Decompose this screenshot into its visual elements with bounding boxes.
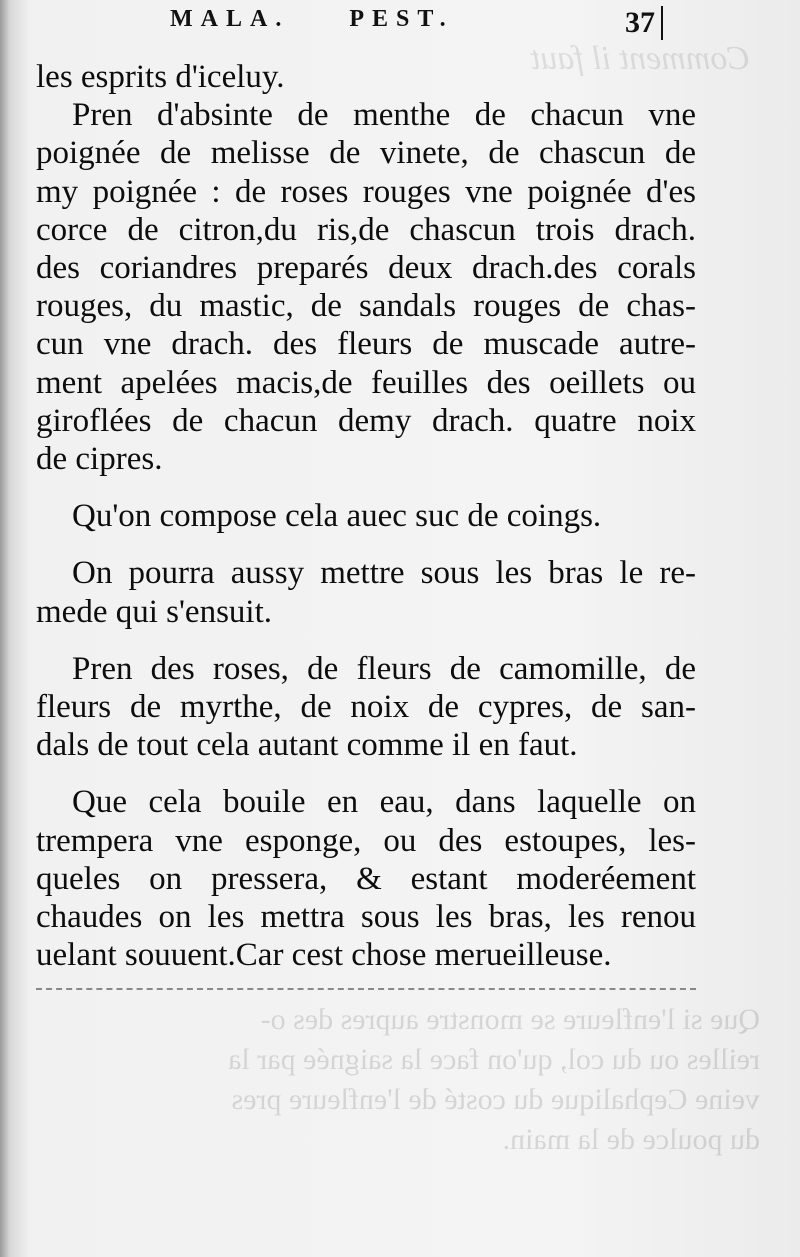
show-through-line: veine Cephalique du costé de l'enfleure pres [231,1083,760,1116]
text-line: ment apelées macis,de feuilles des oeillets ou [36,364,696,401]
text-line: rouges, du mastic, de sandals rouges de chas- [36,288,696,325]
text-line: Qu'on compose cela auec suc de coings. [72,498,602,535]
text-line: fleurs de myrthe, de noix de cypres, de san- [36,689,696,726]
text-line: On pourra aussy mettre sous les bras le re- [72,555,696,592]
show-through-line: Que si l'enfleure se monstre aupres des o- [260,1003,760,1036]
show-through-line: du poulce de la main. [502,1123,760,1156]
text-line: trempera vne esponge, ou des estoupes, les- [36,822,696,859]
text-line: Pren d'absinte de menthe de chacun vne [72,97,696,134]
text-line: my poignée : de roses rouges vne poignée d'es [36,173,696,210]
running-head-right: PEST. [349,6,454,32]
text-line: de cipres. [36,441,163,478]
running-head-left: MALA. [170,6,290,32]
text-line: poignée de melisse de vinete, de chascun de [36,135,696,172]
show-through-heading: Comment il faut [530,40,750,77]
body-text [36,58,696,974]
text-line: corce de citron,du ris,de chascun trois drach. [36,211,696,248]
text-line: chaudes on les mettra sous les bras, les renou [36,899,696,936]
text-line: giroflées de chacun demy drach. quatre noix [36,402,696,439]
text-line: Pren des roses, de fleurs de camomille, de [72,650,696,687]
text-line: Que cela bouile en eau, dans laquelle on [72,784,696,821]
running-head [170,6,454,33]
text-line: dals de tout cela autant comme il en faut. [36,727,578,764]
text-line: cun vne drach. des fleurs de muscade autre- [36,326,696,363]
page-number: 37 [625,6,663,40]
show-through-line: reilles ou du col, qu'on face la saignée par la [228,1043,760,1076]
text-line: uelant souuent.Car cest chose merueilleuse. [36,937,612,974]
bottom-rule [36,988,696,990]
text-line: les esprits d'iceluy. [36,59,285,95]
text-line: mede qui s'ensuit. [36,593,272,630]
text-line: queles on pressera, & estant moderéement [36,860,696,897]
text-line: des coriandres preparés deux drach.des corals [36,250,696,287]
show-through-text [40,1000,760,1160]
